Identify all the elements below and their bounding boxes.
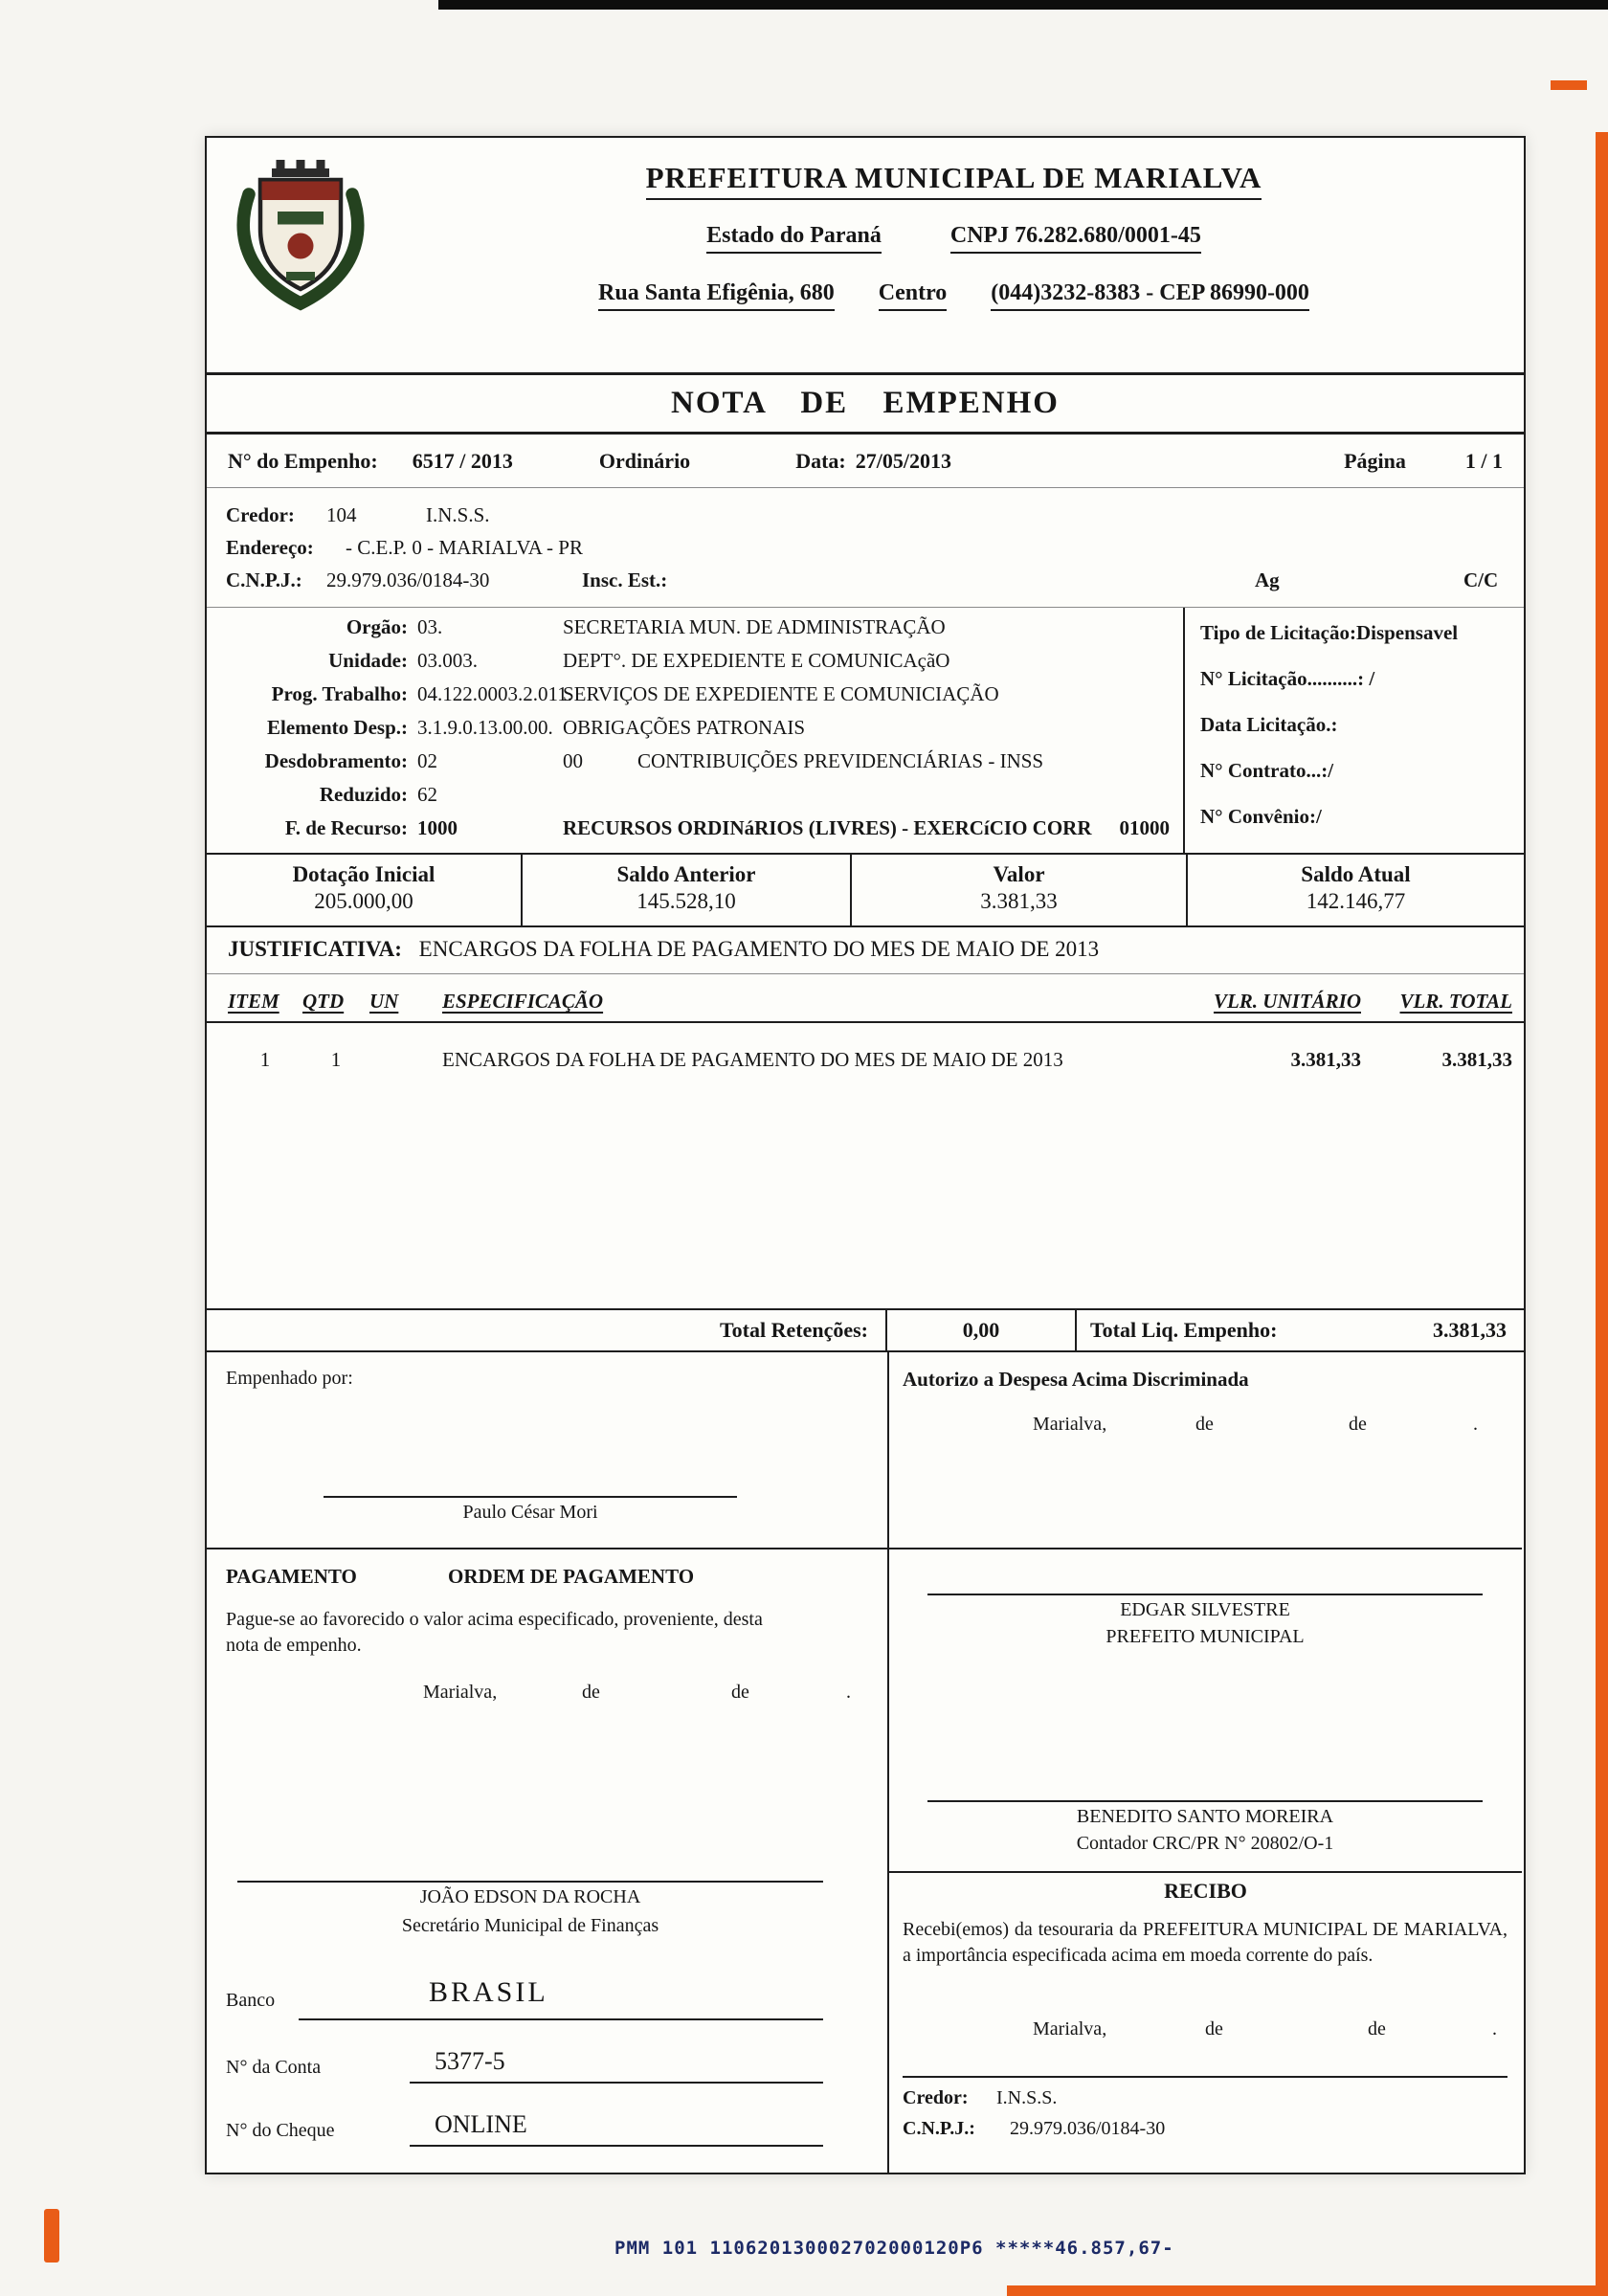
item-unit-value: 3.381,33 <box>1290 1048 1361 1071</box>
creditor-address-row <box>207 532 1524 565</box>
scan-artifact-right-edge <box>1596 132 1608 2296</box>
licitacao-data: Data Licitação.: <box>1200 713 1338 736</box>
total-liquido-value: 3.381,33 <box>1433 1318 1507 1342</box>
nota-de-empenho-document <box>205 136 1526 2174</box>
recibo-signature-line <box>903 2076 1508 2078</box>
col-vlr-unitario: VLR. UNITÁRIO <box>1213 990 1361 1013</box>
item-description: ENCARGOS DA FOLHA DE PAGAMENTO DO MES DE MAIO DE 2013 <box>442 1048 1063 1071</box>
empenhado-por-label: Empenhado por: <box>226 1368 353 1389</box>
address-value: - C.E.P. 0 - MARIALVA - PR <box>346 536 583 559</box>
empenho-type: Ordinário <box>598 448 691 473</box>
recibo-title: RECIBO <box>1164 1879 1247 1903</box>
date-de-1: de <box>582 1682 600 1703</box>
banco-label: Banco <box>226 1990 276 2011</box>
valor-cell <box>850 855 1186 925</box>
pagamento-label: PAGAMENTO <box>226 1565 357 1588</box>
elemento-desp-code: 3.1.9.0.13.00.00. <box>417 716 553 739</box>
prog-trabalho-code: 04.122.0003.2.011. <box>417 682 572 705</box>
desdobramento-label: Desdobramento: <box>264 749 408 772</box>
fonte-recurso-desc: RECURSOS ORDINáRIOS (LIVRES) - EXERCíCIO CORR <box>563 816 1092 839</box>
creditor-section <box>207 488 1524 608</box>
total-liquido-label: Total Liq. Empenho: <box>1090 1318 1278 1342</box>
dotacao-inicial-cell <box>207 855 521 925</box>
items-table-header <box>207 974 1524 1023</box>
orgao-label: Orgão: <box>346 615 408 638</box>
orgao-row <box>207 615 1183 649</box>
saldo-anterior-value: 145.528,10 <box>636 889 736 913</box>
state-label: Estado do Paraná <box>706 223 882 254</box>
elemento-desp-row <box>207 716 1183 749</box>
auth-city: Marialva, <box>1033 1414 1107 1435</box>
licitacao-tipo: Tipo de Licitação:Dispensavel <box>1200 621 1459 644</box>
desdobramento-code: 02 <box>417 749 437 772</box>
prog-trabalho-desc: SERVIÇOS DE EXPEDIENTE E COMUNICIAÇÃO <box>563 682 999 705</box>
reduzido-code: 62 <box>417 783 437 806</box>
scan-artifact-top-right <box>1551 80 1587 90</box>
unidade-label: Unidade: <box>328 649 408 672</box>
cheque-underline <box>410 2145 823 2147</box>
creditor-code: 104 <box>326 503 357 526</box>
signature-line-secretario <box>237 1881 823 1883</box>
item-qty: 1 <box>330 1048 342 1071</box>
orgao-code: 03. <box>417 615 443 638</box>
insc-est-label: Insc. Est.: <box>582 568 668 591</box>
signature-line-contador <box>927 1800 1483 1802</box>
municipality-title: PREFEITURA MUNICIPAL DE MARIALVA <box>646 161 1262 200</box>
pague-se-text: Pague-se ao favorecido o valor acima especificado, proveniente, desta nota de empenho. <box>226 1609 763 1656</box>
recibo-period: . <box>1492 2018 1497 2040</box>
desdobramento-desc: CONTRIBUIÇÕES PREVIDENCIÁRIAS - INSS <box>637 749 1044 772</box>
account-label: C/C <box>1463 568 1499 591</box>
cheque-label: N° do Cheque <box>226 2120 335 2141</box>
empenho-date: 27/05/2013 <box>855 448 951 473</box>
justification-row <box>207 927 1524 974</box>
authorization-divider <box>889 1548 1522 1549</box>
prog-trabalho-row <box>207 682 1183 716</box>
total-retencoes-value: 0,00 <box>887 1310 1077 1350</box>
contrato-numero: N° Contrato...:/ <box>1200 759 1334 782</box>
creditor-name: I.N.S.S. <box>426 503 490 526</box>
authorization-section <box>889 1352 1524 2173</box>
dotacao-inicial-value: 205.000,00 <box>314 889 413 913</box>
scan-artifact-bottom-left <box>44 2209 59 2263</box>
payment-divider <box>207 1548 889 1549</box>
signature-line-prefeito <box>927 1594 1483 1595</box>
prefeito-name: EDGAR SILVESTRE <box>1120 1599 1290 1620</box>
saldo-anterior-header: Saldo Anterior <box>616 862 756 886</box>
signatures-area <box>207 1352 1524 2173</box>
street-address: Rua Santa Efigênia, 680 <box>598 280 835 311</box>
signature-line-empenhado <box>324 1496 737 1498</box>
valor-header: Valor <box>993 862 1045 886</box>
date-de-2: de <box>731 1682 749 1703</box>
totals-row <box>207 1308 1524 1352</box>
recibo-divider <box>889 1871 1522 1873</box>
col-qtd: QTD <box>302 990 345 1013</box>
ordem-pagamento-label: ORDEM DE PAGAMENTO <box>448 1565 695 1588</box>
creditor-row <box>207 500 1524 532</box>
auth-de-1: de <box>1195 1414 1214 1435</box>
phone-cep-label: (044)3232-8383 - CEP 86990-000 <box>991 280 1309 311</box>
col-vlr-total: VLR. TOTAL <box>1399 990 1512 1013</box>
total-liquido-cell <box>1077 1310 1524 1350</box>
items-table <box>207 974 1524 1308</box>
col-especificacao: ESPECIFICAÇÃO <box>442 990 604 1013</box>
balances-table <box>207 855 1524 927</box>
creditor-cnpj-row <box>207 565 1524 597</box>
orgao-desc: SECRETARIA MUN. DE ADMINISTRAÇÃO <box>563 615 946 638</box>
fonte-recurso-label: F. de Recurso: <box>284 816 408 839</box>
recibo-credor-value: I.N.S.S. <box>996 2087 1058 2108</box>
unidade-code: 03.003. <box>417 649 478 672</box>
municipal-coat-of-arms <box>228 151 373 312</box>
empenho-number: 6517 / 2013 <box>412 448 513 473</box>
desdobramento-code2: 00 <box>563 749 583 772</box>
banco-value: BRASIL <box>429 1976 548 2008</box>
cnpj-value: 29.979.036/0184-30 <box>326 568 490 591</box>
banco-underline <box>299 2018 823 2020</box>
licitacao-numero: N° Licitação..........: / <box>1200 667 1375 690</box>
scan-artifact-top-bar <box>438 0 1608 10</box>
letterhead-text <box>413 161 1495 311</box>
document-letterhead <box>207 138 1524 375</box>
saldo-atual-value: 142.146,77 <box>1306 889 1406 913</box>
col-un: UN <box>369 990 399 1013</box>
item-total-value: 3.381,33 <box>1441 1048 1512 1071</box>
reduzido-label: Reduzido: <box>319 783 408 806</box>
recibo-text: Recebi(emos) da tesouraria da PREFEITURA MUNICIPAL DE MARIALVA, a importância especificada acima em moeda corrente do país. <box>903 1919 1508 1966</box>
empenho-date-label: Data: <box>795 448 846 473</box>
empenho-info-row <box>207 435 1524 488</box>
recibo-de-1: de <box>1205 2018 1223 2040</box>
prog-trabalho-label: Prog. Trabalho: <box>271 682 408 705</box>
classification-columns <box>207 608 1183 853</box>
saldo-atual-cell <box>1186 855 1524 925</box>
fonte-recurso-code: 1000 <box>417 816 458 839</box>
page-number: 1 / 1 <box>1464 448 1503 473</box>
auth-period: . <box>1473 1414 1478 1435</box>
document-title: NOTA DE EMPENHO <box>207 375 1524 435</box>
agency-label: Ag <box>1255 568 1280 591</box>
prefeito-role: PREFEITO MUNICIPAL <box>1106 1626 1305 1647</box>
saldo-anterior-cell <box>521 855 850 925</box>
city-name: Marialva, <box>423 1682 498 1703</box>
col-item: ITEM <box>228 990 279 1013</box>
budget-classification-box <box>207 608 1524 855</box>
date-period: . <box>846 1682 851 1703</box>
saldo-atual-header: Saldo Atual <box>1301 862 1411 886</box>
secretario-name: JOÃO EDSON DA ROCHA <box>419 1886 641 1907</box>
dot-matrix-footer: PMM 101 110620130002702000120P6 *****46.857,67- <box>614 2238 1174 2259</box>
scan-artifact-bottom-edge <box>1007 2285 1608 2296</box>
autorizo-title: Autorizo a Despesa Acima Discriminada <box>903 1368 1249 1391</box>
desdobramento-row <box>207 749 1183 783</box>
reduzido-row <box>207 783 1183 816</box>
conta-label: N° da Conta <box>226 2057 322 2078</box>
contador-role: Contador CRC/PR N° 20802/O-1 <box>1076 1833 1334 1854</box>
recibo-cnpj-label: C.N.P.J.: <box>903 2118 975 2139</box>
fonte-recurso-row <box>207 816 1183 850</box>
item-number: 1 <box>259 1048 271 1071</box>
convenio-numero: N° Convênio:/ <box>1200 805 1322 828</box>
recibo-credor-label: Credor: <box>903 2087 969 2108</box>
elemento-desp-desc: OBRIGAÇÕES PATRONAIS <box>563 716 806 739</box>
secretario-role: Secretário Municipal de Finanças <box>401 1915 659 1936</box>
total-retencoes-label: Total Retenções: <box>207 1310 887 1350</box>
unidade-row <box>207 649 1183 682</box>
elemento-desp-label: Elemento Desp.: <box>267 716 408 739</box>
recibo-city: Marialva, <box>1033 2018 1107 2040</box>
licitacao-panel <box>1183 608 1524 853</box>
unidade-desc: DEPT°. DE EXPEDIENTE E COMUNICAçãO <box>563 649 950 672</box>
address-label: Endereço: <box>226 536 314 559</box>
dotacao-inicial-header: Dotação Inicial <box>292 862 436 886</box>
recibo-de-2: de <box>1368 2018 1386 2040</box>
payment-section <box>207 1352 889 2173</box>
empenhado-signature-name: Paulo César Mori <box>462 1502 598 1523</box>
empenho-number-label: N° do Empenho: <box>228 448 378 473</box>
page-label: Página <box>1344 448 1406 473</box>
desdobramento-desc-cell <box>563 749 1183 773</box>
fonte-recurso-num: 01000 <box>1119 816 1170 839</box>
cheque-value: ONLINE <box>435 2110 527 2138</box>
conta-underline <box>410 2082 823 2084</box>
conta-value: 5377-5 <box>435 2047 505 2075</box>
justification-text: ENCARGOS DA FOLHA DE PAGAMENTO DO MES DE MAIO DE 2013 <box>418 937 1100 961</box>
creditor-label: Credor: <box>226 503 295 526</box>
recibo-cnpj-value: 29.979.036/0184-30 <box>1010 2118 1166 2139</box>
justification-label: JUSTIFICATIVA: <box>228 937 402 961</box>
cnpj-field-label: C.N.P.J.: <box>226 568 302 591</box>
auth-de-2: de <box>1349 1414 1367 1435</box>
district-label: Centro <box>879 280 948 311</box>
contador-name: BENEDITO SANTO MOREIRA <box>1076 1806 1334 1827</box>
item-row <box>207 1023 1524 1308</box>
valor-value: 3.381,33 <box>980 889 1058 913</box>
fonte-recurso-desc-cell <box>563 816 1183 840</box>
cnpj-label: CNPJ 76.282.680/0001-45 <box>950 223 1201 254</box>
